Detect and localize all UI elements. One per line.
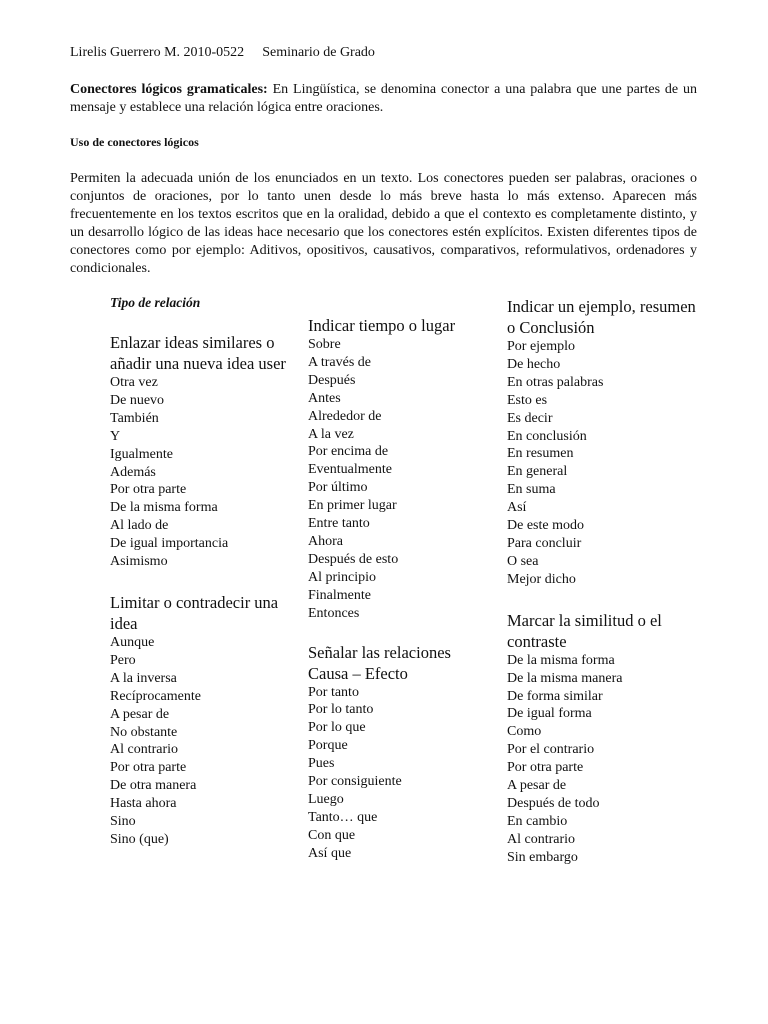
connector-item: De forma similar — [507, 688, 603, 704]
connector-item: Como — [507, 724, 542, 740]
connector-item: En conclusión — [507, 428, 587, 444]
connector-item: Sin embargo — [507, 849, 578, 865]
connector-list — [110, 374, 295, 571]
connector-item: De igual forma — [507, 706, 592, 722]
connector-item: O sea — [507, 553, 539, 569]
group-title: Indicar un ejemplo, resumen o Conclusión — [507, 297, 696, 337]
connector-item: Al principio — [308, 569, 377, 585]
group-title: Marcar la similitud o el contraste — [507, 610, 662, 651]
body-paragraph: Permiten la adecuada unión de los enunciados en un texto. Los conectores pueden ser palabras, oraciones o conjuntos de oraciones, por lo tanto unen desde lo más breve hasta lo más extenso. Aparecen más frecuentemente en los textos escritos que en la oralidad, debido a que el contexto es completamente distinto, y un desarrollo lógico de las ideas hace necesario que los conectores estén explícitos. Existen diferentes tipos de conectores como por ejemplo: Aditivos, opositivos, causativos, comparativos, reformulativos, ordenadores y condicionales. — [70, 171, 697, 276]
connector-list — [308, 336, 493, 623]
connector-item: Aunque — [110, 634, 155, 650]
connector-item: De hecho — [507, 356, 561, 372]
connector-item: Por ejemplo — [507, 339, 576, 354]
connector-item: Esto es — [507, 392, 548, 408]
connector-item: De este modo — [507, 518, 584, 534]
tipo-relacion-label: Tipo de relación — [110, 295, 201, 310]
intro-text: En Lingüística, se denomina conector a una palabra que une partes de un mensaje y establece una relación lógica entre oraciones. — [70, 82, 698, 115]
connector-item: Por lo que — [308, 720, 366, 736]
course-name: Seminario de Grado — [262, 45, 375, 60]
connector-item: Por el contrario — [507, 742, 595, 758]
connector-item: De nuevo — [110, 392, 165, 408]
connector-item: Después de todo — [507, 795, 600, 811]
connector-item: Al lado de — [110, 518, 169, 534]
connector-item: Por consiguiente — [308, 774, 402, 790]
group-title: Enlazar ideas similares o añadir una nueva idea user — [110, 333, 286, 373]
connector-item: En cambio — [507, 813, 568, 829]
column-1 — [110, 294, 295, 849]
author-line: Lirelis Guerrero M. 2010-0522 — [70, 45, 245, 60]
connector-item: En general — [507, 464, 568, 480]
connector-item: Al contrario — [507, 831, 576, 847]
connector-item: Por lo tanto — [308, 702, 374, 718]
connector-item: Otra vez — [110, 375, 158, 390]
connector-item: En primer lugar — [308, 498, 397, 514]
connector-item: Sino (que) — [110, 831, 169, 847]
connector-item: En suma — [507, 482, 556, 498]
connector-item: A pesar de — [507, 778, 567, 794]
connector-item: Eventualmente — [308, 462, 392, 478]
connector-item: Ahora — [308, 533, 343, 549]
connector-item: De la misma forma — [110, 500, 218, 516]
connector-item: También — [110, 410, 159, 426]
connector-item: Luego — [308, 791, 344, 807]
connector-item: Entonces — [308, 605, 360, 621]
connector-item: Así que — [308, 845, 352, 861]
connector-list — [507, 652, 707, 867]
connector-list — [110, 634, 295, 849]
connector-item: En otras palabras — [507, 374, 604, 390]
connector-item: A pesar de — [110, 706, 170, 722]
connector-item: Mejor dicho — [507, 571, 576, 587]
connector-item: Entre tanto — [308, 516, 370, 532]
connector-item: Asimismo — [110, 554, 168, 570]
group-title: Indicar tiempo o lugar — [308, 316, 456, 335]
section-title: Uso de conectores lógicos — [70, 135, 199, 149]
connector-item: Alrededor de — [308, 408, 382, 424]
connector-item: En resumen — [507, 446, 574, 462]
connector-item: Por último — [308, 480, 368, 496]
connector-item: Porque — [308, 738, 348, 754]
connector-item: Después de esto — [308, 551, 399, 567]
connector-item: Es decir — [507, 410, 553, 426]
connector-item: A la inversa — [110, 670, 177, 686]
group-title: Limitar o contradecir una idea — [110, 592, 279, 633]
connector-item: Después — [308, 372, 356, 388]
connector-item: Para concluir — [507, 535, 582, 551]
connector-item: Por otra parte — [110, 760, 187, 776]
column-2 — [308, 315, 493, 863]
connector-item: Y — [110, 428, 121, 444]
intro-paragraph — [70, 81, 697, 117]
connector-item: Al contrario — [110, 742, 179, 758]
connector-list — [308, 684, 493, 863]
connector-item: Sino — [110, 814, 136, 830]
group-title: Señalar las relaciones Causa – Efecto — [308, 642, 451, 683]
connector-item: Tanto… que — [308, 809, 378, 825]
connector-item: Finalmente — [308, 587, 371, 603]
connector-item: Sobre — [308, 337, 341, 352]
connector-item: A la vez — [308, 426, 354, 442]
connector-item: Pues — [308, 756, 335, 772]
connector-item: Por otra parte — [110, 482, 187, 498]
intro-term: Conectores lógicos gramaticales: — [70, 82, 268, 97]
connector-item: Además — [110, 464, 156, 480]
connector-item: Así — [507, 500, 527, 516]
connector-item: Por tanto — [308, 684, 359, 700]
column-3 — [507, 296, 707, 867]
connector-item: Hasta ahora — [110, 796, 177, 812]
connector-item: No obstante — [110, 724, 178, 740]
connector-item: De la misma manera — [507, 670, 623, 686]
connector-item: Recíprocamente — [110, 688, 201, 704]
connector-item: A través de — [308, 354, 371, 370]
connector-item: De la misma forma — [507, 652, 615, 668]
connector-item: Igualmente — [110, 446, 173, 462]
connector-item: Pero — [110, 652, 136, 668]
connector-item: Por otra parte — [507, 760, 584, 776]
connector-item: Con que — [308, 827, 356, 843]
connector-item: De otra manera — [110, 778, 197, 794]
document-header — [70, 45, 375, 61]
connector-item: Por encima de — [308, 444, 389, 460]
connector-item: De igual importancia — [110, 536, 229, 552]
connector-item: Antes — [308, 390, 341, 406]
connector-list — [507, 338, 707, 589]
